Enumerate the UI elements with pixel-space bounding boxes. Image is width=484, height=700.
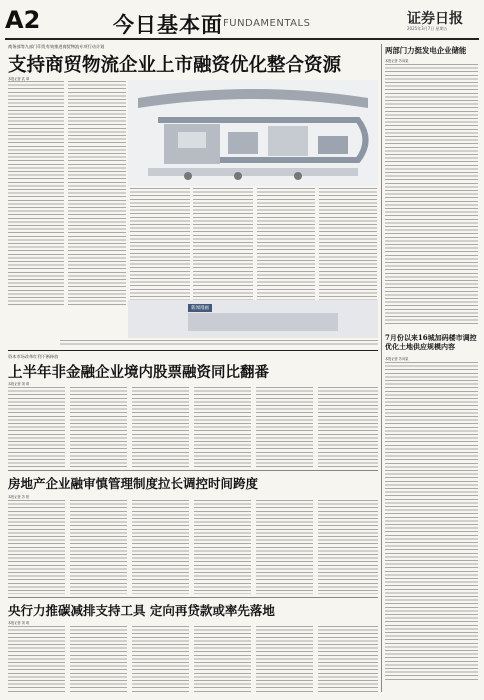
right-col-divider: [381, 44, 382, 692]
property-body-col5: [256, 500, 313, 594]
right-top-headline: 两部门力挺发电企业储能: [385, 46, 467, 55]
property-body-col4: [194, 500, 251, 594]
lead-headline: 支持商贸物流企业上市融资优化整合资源: [8, 55, 342, 76]
central-bank-body-col3: [132, 626, 189, 692]
page-code: A2: [5, 6, 41, 34]
property-body-col3: [132, 500, 189, 594]
section-en: FUNDAMENTALS: [223, 18, 311, 29]
finance-kicker: 资本市场改革红利不断释放: [8, 354, 59, 359]
masthead-rule: [5, 38, 479, 40]
finance-body-col6: [318, 387, 378, 467]
lead-body-col4: [193, 188, 253, 300]
finance-body-col3: [132, 387, 189, 467]
lead-body-col6: [319, 188, 377, 300]
finance-top-rule: [8, 350, 378, 351]
cartoon-caption: 新闻漫画: [188, 304, 212, 312]
right-mid-body: [385, 362, 478, 682]
central-bank-body-col6: [318, 626, 378, 692]
finance-byline: 本报记者 刘 琪: [8, 382, 30, 386]
central-bank-byline: 本报记者 刘 琪: [8, 621, 30, 625]
property-top-rule: [8, 470, 378, 471]
logistics-illustration: [128, 80, 378, 186]
finance-headline: 上半年非金融企业境内股票融资同比翻番: [8, 364, 269, 381]
property-headline: 房地产企业融审慎管理制度拉长调控时间跨度: [8, 476, 259, 491]
finance-body-col4: [194, 387, 251, 467]
property-body-col1: [8, 500, 65, 594]
issue-info: 2025年3月7日 星期五: [407, 26, 448, 31]
property-body-col2: [70, 500, 127, 594]
right-top-byline: 本报记者 苏向杲: [385, 59, 409, 63]
finance-body-col5: [256, 387, 313, 467]
central-bank-body-col2: [70, 626, 127, 692]
central-bank-top-rule: [8, 597, 378, 598]
lead-body-col5: [257, 188, 315, 300]
lead-body-col2: [68, 81, 126, 307]
right-mid-headline: 7月份以来16城加码楼市调控 优化土地供应规模内容: [385, 333, 477, 351]
central-bank-body-col4: [194, 626, 251, 692]
property-body-col6: [318, 500, 378, 594]
cartoon-block: [128, 300, 378, 338]
lead-kicker: 商务部等九部门印发有效推进商贸物流专项行动计划: [8, 44, 105, 49]
lead-body-col3: [130, 188, 190, 307]
central-bank-body-col5: [256, 626, 313, 692]
lead-byline: 本报记者 武 翠: [8, 77, 30, 81]
section-title: 今日基本面: [113, 12, 223, 37]
property-byline: 本报记者 苏 阳: [8, 495, 30, 499]
central-bank-headline: 央行力推碳减排支持工具 定向再贷款或率先落地: [8, 603, 275, 618]
central-bank-body-col1: [8, 626, 65, 692]
logistics-graphic: [128, 80, 378, 186]
right-top-body: [385, 64, 478, 327]
paper-name: 证券日报: [407, 11, 463, 27]
masthead: [5, 4, 479, 38]
lead-body-col1: [8, 81, 64, 307]
lead-note: [60, 340, 378, 347]
finance-body-col1: [8, 387, 65, 467]
right-mid-byline: 本报记者 苏向杲: [385, 357, 409, 361]
finance-body-col2: [70, 387, 127, 467]
